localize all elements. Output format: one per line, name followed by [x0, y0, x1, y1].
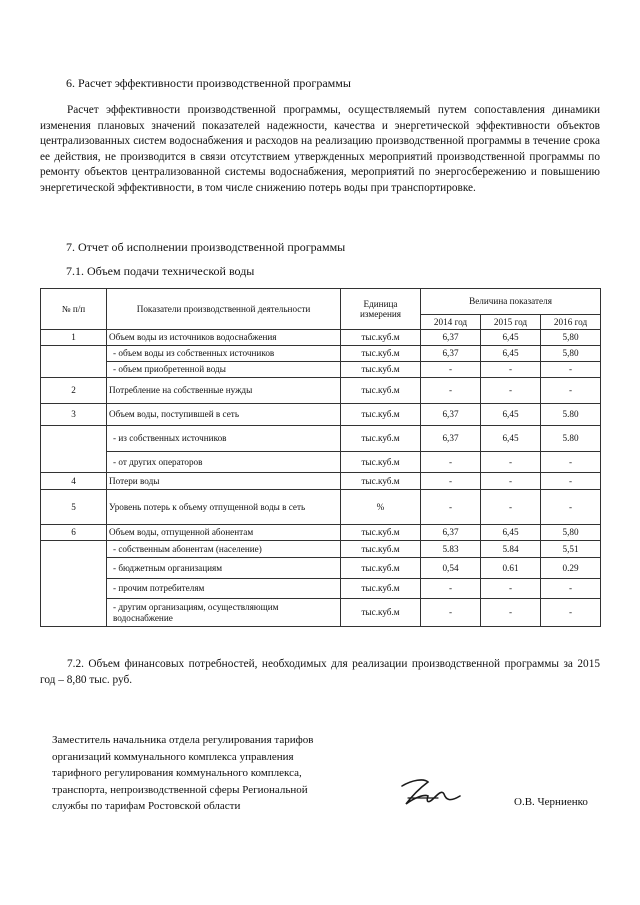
row-value-2014: 6,37	[421, 404, 481, 426]
row-num: 5	[41, 490, 107, 525]
row-indicator: Потери воды	[107, 473, 341, 490]
row-value-2015: 6,45	[481, 346, 541, 362]
row-value-2016: 5,51	[541, 541, 601, 558]
signatory-title	[52, 732, 372, 815]
row-unit: тыс.куб.м	[341, 346, 421, 362]
row-indicator: - прочим потребителям	[107, 579, 341, 599]
signatory-name: О.В. Черниенко	[514, 796, 588, 808]
row-value-2014: 5.83	[421, 541, 481, 558]
table-row	[41, 558, 601, 579]
row-unit: тыс.куб.м	[341, 330, 421, 346]
table-row	[41, 579, 601, 599]
table-row	[41, 346, 601, 362]
header-value: Величина показателя	[421, 289, 601, 315]
table-row	[41, 473, 601, 490]
row-value-2014: 6,37	[421, 346, 481, 362]
row-unit: тыс.куб.м	[341, 404, 421, 426]
row-num	[41, 346, 107, 378]
row-indicator: - собственным абонентам (население)	[107, 541, 341, 558]
row-value-2016: -	[541, 452, 601, 473]
table-row	[41, 378, 601, 404]
row-indicator: Объем воды из источников водоснабжения	[107, 330, 341, 346]
row-unit: тыс.куб.м	[341, 378, 421, 404]
row-num	[41, 426, 107, 473]
row-unit: %	[341, 490, 421, 525]
row-value-2014: -	[421, 452, 481, 473]
row-unit: тыс.куб.м	[341, 541, 421, 558]
row-indicator: - объем приобретенной воды	[107, 362, 341, 378]
row-unit: тыс.куб.м	[341, 525, 421, 541]
row-value-2014: -	[421, 362, 481, 378]
row-value-2016: 5,80	[541, 330, 601, 346]
row-indicator: - от других операторов	[107, 452, 341, 473]
row-unit: тыс.куб.м	[341, 362, 421, 378]
row-unit: тыс.куб.м	[341, 426, 421, 452]
row-value-2014: -	[421, 579, 481, 599]
table-row	[41, 362, 601, 378]
row-value-2016: -	[541, 378, 601, 404]
row-value-2015: -	[481, 473, 541, 490]
row-value-2016: 5.80	[541, 404, 601, 426]
signatory-title-line: службы по тарифам Ростовской области	[52, 800, 241, 812]
header-unit: Единица измерения	[341, 289, 421, 330]
row-unit: тыс.куб.м	[341, 473, 421, 490]
water-supply-table	[40, 288, 601, 627]
section-7-1-subtitle: 7.1. Объем подачи технической воды	[66, 264, 255, 278]
row-value-2015: -	[481, 579, 541, 599]
row-value-2016: -	[541, 579, 601, 599]
row-value-2014: -	[421, 378, 481, 404]
row-value-2016: -	[541, 599, 601, 627]
section-6-paragraph: Расчет эффективности производственной программы, осуществляемый путем сопоставления динамики изменения плановых значений показателей надежности, качества и энергетической эффективности объектов централизованных систем водоснабжения и расходов на реализацию производственной программы в течение срока ее действия, не производится в связи отсутствием утвержденных мероприятий производственной программы по ремонту объектов централизованной системы водоснабжения, мероприятий по энергосбережению и повышению энергетической эффективности, в том числе снижению потерь воды при транспортировке.	[40, 104, 600, 194]
row-value-2016: -	[541, 362, 601, 378]
table-row	[41, 599, 601, 627]
row-value-2015: 6,45	[481, 426, 541, 452]
row-unit: тыс.куб.м	[341, 452, 421, 473]
row-num: 4	[41, 473, 107, 490]
row-indicator: - бюджетным организациям	[107, 558, 341, 579]
section-7-title: 7. Отчет об исполнении производственной программы	[66, 240, 346, 254]
row-num: 3	[41, 404, 107, 426]
signatory-title-line: организаций коммунального комплекса управления	[52, 750, 294, 763]
signatory-title-line: транспорта, непроизводственной сферы Региональной	[52, 783, 308, 796]
table-row	[41, 404, 601, 426]
header-year-2015: 2015 год	[481, 315, 541, 330]
signatory-title-line: тарифного регулирования коммунального комплекса,	[52, 767, 302, 779]
row-value-2015: -	[481, 599, 541, 627]
row-unit: тыс.куб.м	[341, 599, 421, 627]
handwritten-signature	[398, 776, 466, 810]
row-num: 6	[41, 525, 107, 541]
section-6-title: 6. Расчет эффективности производственной программы	[66, 76, 351, 90]
row-value-2014: 0,54	[421, 558, 481, 579]
row-num: 2	[41, 378, 107, 404]
row-num: 1	[41, 330, 107, 346]
table-row	[41, 452, 601, 473]
row-unit: тыс.куб.м	[341, 579, 421, 599]
row-value-2016: -	[541, 490, 601, 525]
row-indicator: Объем воды, отпущенной абонентам	[107, 525, 341, 541]
row-value-2016: -	[541, 473, 601, 490]
row-value-2015: -	[481, 362, 541, 378]
row-value-2015: -	[481, 490, 541, 525]
row-value-2016: 5,80	[541, 346, 601, 362]
table-row	[41, 330, 601, 346]
row-value-2015: 6,45	[481, 525, 541, 541]
row-indicator: Потребление на собственные нужды	[107, 378, 341, 404]
row-indicator: - из собственных источников	[107, 426, 341, 452]
header-year-2016: 2016 год	[541, 315, 601, 330]
row-value-2015: 0.61	[481, 558, 541, 579]
table-row	[41, 490, 601, 525]
header-num: № п/п	[41, 289, 107, 330]
table-row	[41, 525, 601, 541]
row-indicator: - объем воды из собственных источников	[107, 346, 341, 362]
table-row	[41, 541, 601, 558]
row-value-2014: -	[421, 599, 481, 627]
signatory-title-line: Заместитель начальника отдела регулирования тарифов	[52, 734, 314, 746]
header-year-2014: 2014 год	[421, 315, 481, 330]
row-value-2014: -	[421, 473, 481, 490]
section-7-2-paragraph: 7.2. Объем финансовых потребностей, необходимых для реализации производственной программы за 2015 год – 8,80 тыс. руб.	[40, 658, 600, 686]
row-value-2014: 6,37	[421, 426, 481, 452]
row-value-2015: -	[481, 452, 541, 473]
row-value-2016: 5.80	[541, 426, 601, 452]
row-value-2015: 5.84	[481, 541, 541, 558]
row-value-2015: -	[481, 378, 541, 404]
row-value-2016: 5,80	[541, 525, 601, 541]
row-indicator: Объем воды, поступившей в сеть	[107, 404, 341, 426]
table-row	[41, 426, 601, 452]
row-value-2014: 6,37	[421, 330, 481, 346]
row-value-2014: 6,37	[421, 525, 481, 541]
row-indicator: - другим организациям, осуществляющим водоснабжение	[107, 599, 341, 627]
row-num	[41, 541, 107, 627]
row-value-2015: 6,45	[481, 330, 541, 346]
header-indicator: Показатели производственной деятельности	[107, 289, 341, 330]
row-value-2014: -	[421, 490, 481, 525]
row-unit: тыс.куб.м	[341, 558, 421, 579]
row-value-2016: 0.29	[541, 558, 601, 579]
row-value-2015: 6,45	[481, 404, 541, 426]
row-indicator: Уровень потерь к объему отпущенной воды в сеть	[107, 490, 341, 525]
